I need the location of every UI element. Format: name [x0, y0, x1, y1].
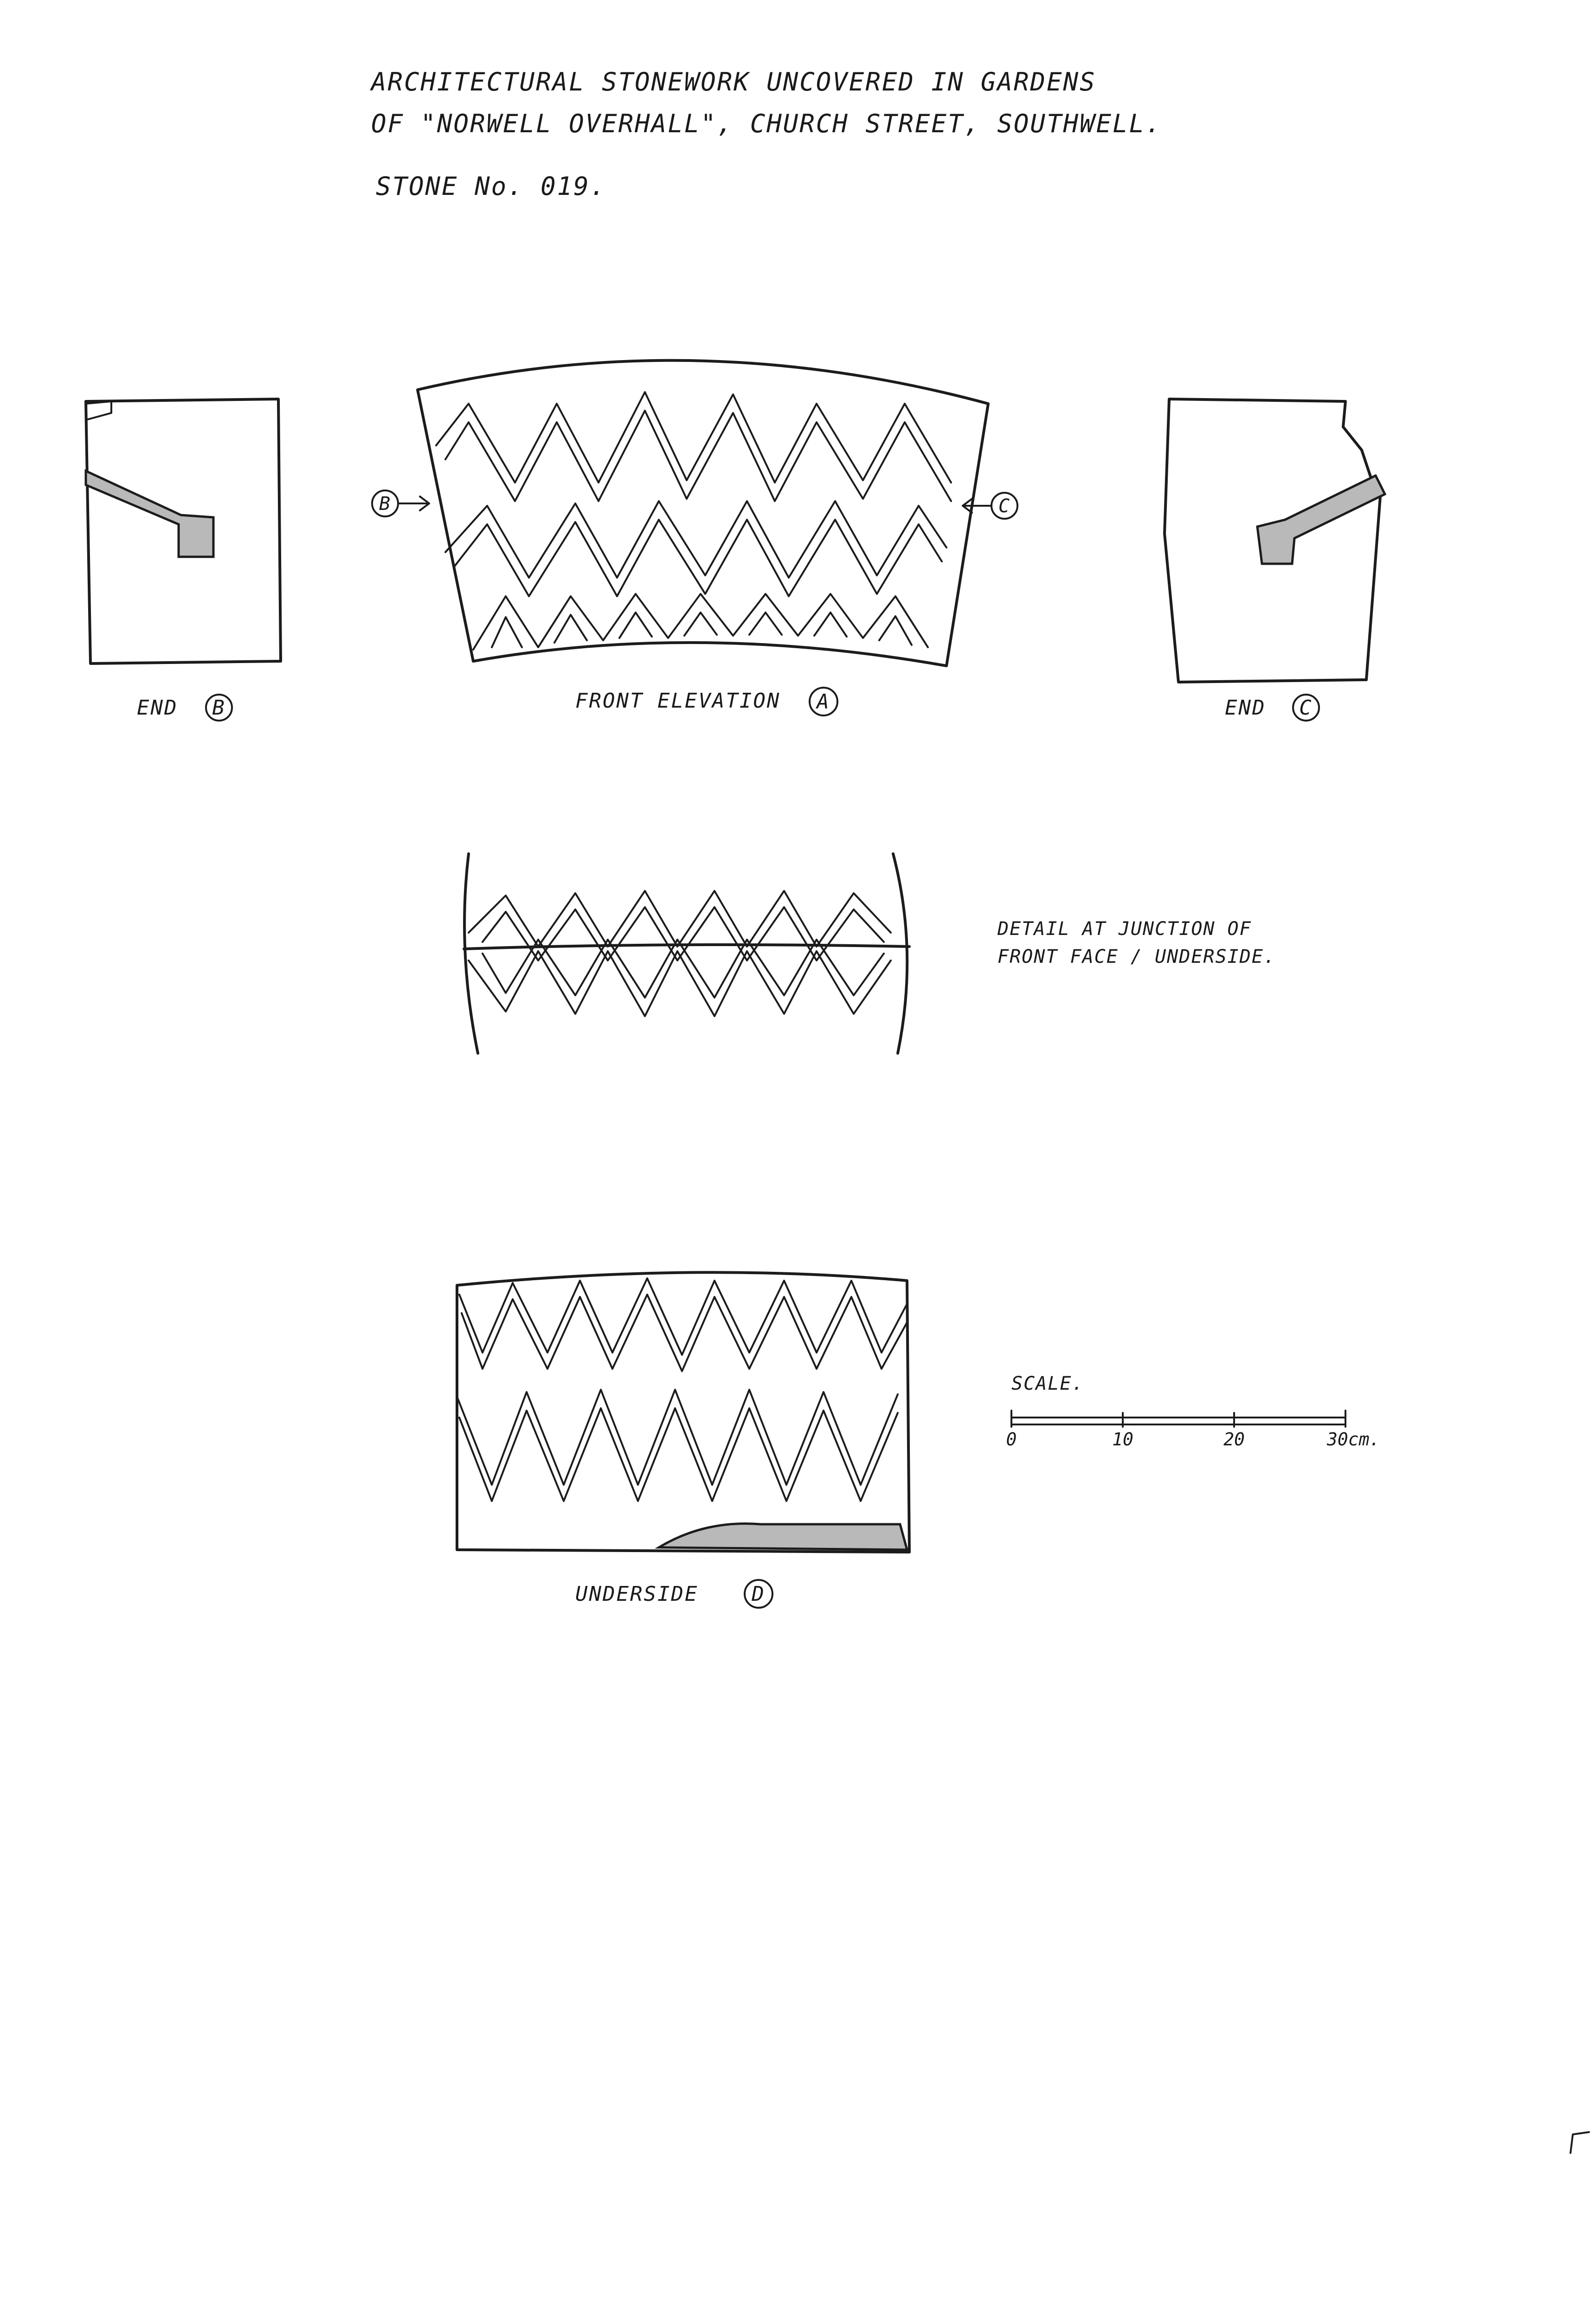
underside-label: UNDERSIDE: [575, 1582, 699, 1606]
arrow-c-pointer: [963, 499, 991, 513]
end-b-view: [86, 399, 281, 664]
end-c-section: [1257, 476, 1385, 564]
stone-number: STONE No. 019.: [376, 172, 607, 201]
front-marker: A: [817, 690, 830, 714]
end-c-caption: [1225, 695, 1319, 721]
end-b-corner-break: [86, 401, 111, 420]
front-elevation-caption: [575, 688, 837, 715]
detail-upper-zigzag-inner: [483, 907, 884, 960]
detail-lower-zigzag-inner: [483, 940, 884, 998]
detail-label-line-1: DETAIL AT JUNCTION OF: [998, 918, 1252, 940]
arrow-c-label: C: [998, 496, 1011, 517]
arrow-b-label: B: [379, 493, 392, 515]
sheet-edge-mark: [1570, 2132, 1589, 2153]
end-b-marker: B: [212, 696, 226, 720]
arrow-b-pointer: [399, 496, 429, 510]
end-b-label: END: [137, 696, 178, 720]
end-c-label: END: [1225, 696, 1266, 720]
underside-caption: [575, 1580, 772, 1608]
underside-upper-zigzag-inner: [462, 1295, 907, 1371]
scale-tick-20: 20: [1223, 1429, 1245, 1450]
detail-lower-zigzag-outer: [469, 951, 891, 1016]
underside-damage-hatch: [659, 1524, 907, 1550]
title-block: [370, 67, 1162, 201]
end-c-view: [1165, 399, 1385, 682]
detail-label-line-2: FRONT FACE / UNDERSIDE.: [998, 946, 1276, 967]
scale-tick-10: 10: [1112, 1429, 1133, 1450]
end-b-caption: [137, 695, 232, 721]
junction-detail-view: [464, 854, 909, 1053]
detail-right-edge: [893, 854, 907, 1053]
underside-lower-zigzag-inner: [459, 1408, 898, 1501]
scale-bar: [1006, 1373, 1380, 1450]
title-line-2: OF "NORWELL OVERHALL", CHURCH STREET, SOUTHWELL.: [371, 109, 1162, 138]
end-c-marker: C: [1299, 696, 1313, 720]
front-upper-zigzag-outer: [436, 392, 951, 483]
front-middle-zigzag-outer: [445, 501, 946, 578]
title-line-1: ARCHITECTURAL STONEWORK UNCOVERED IN GARDENS: [371, 67, 1096, 97]
scale-tick-30: 30cm.: [1327, 1429, 1380, 1450]
detail-left-edge: [464, 854, 478, 1053]
underside-lower-zigzag-outer: [457, 1390, 898, 1485]
front-middle-zigzag-inner: [455, 520, 942, 596]
detail-upper-zigzag-outer: [469, 891, 891, 947]
end-b-section: [86, 471, 213, 557]
underside-view: [457, 1272, 909, 1552]
underside-marker: D: [752, 1582, 766, 1606]
underside-upper-zigzag-outer: [459, 1278, 907, 1355]
scale-tick-0: 0: [1006, 1429, 1017, 1450]
junction-detail-caption: [997, 918, 1276, 967]
front-elevation-view: [418, 361, 988, 666]
front-elevation-label: FRONT ELEVATION: [575, 689, 781, 713]
section-arrow-b: [372, 490, 429, 516]
scale-rule: [1011, 1418, 1345, 1424]
scale-label: SCALE.: [1011, 1373, 1084, 1394]
